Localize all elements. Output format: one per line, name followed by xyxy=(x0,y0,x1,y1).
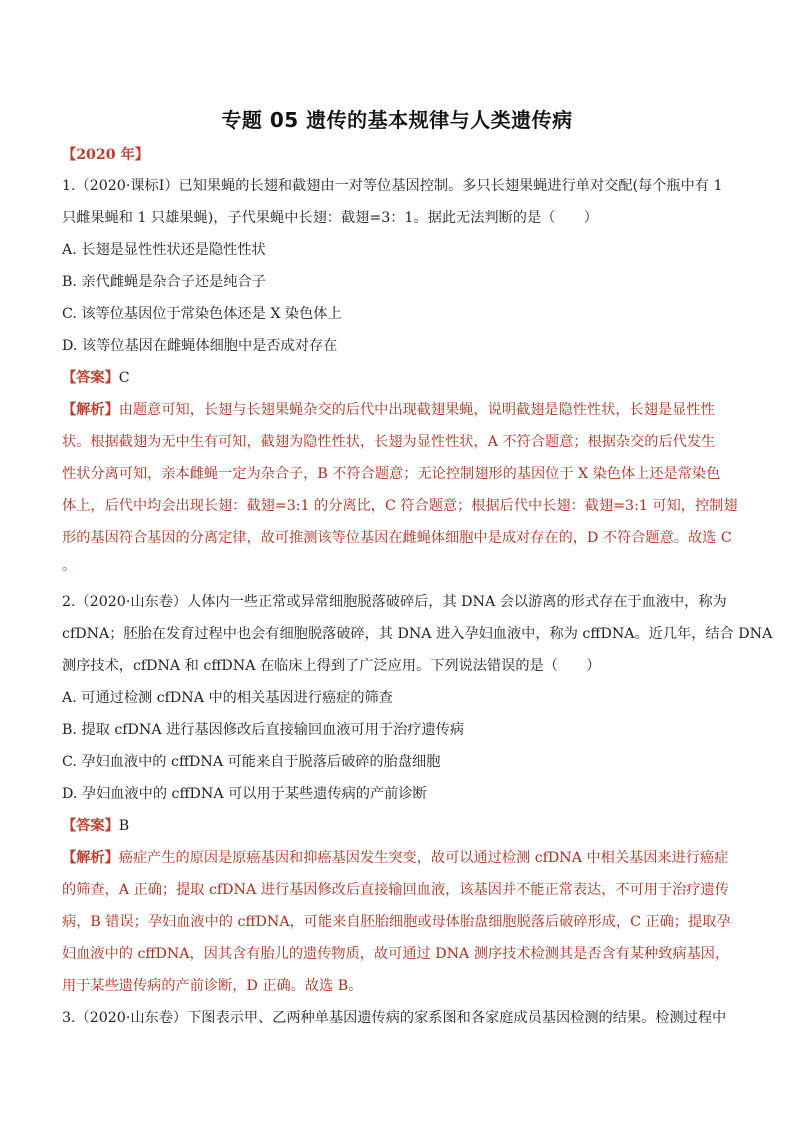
q2-stem-line-3: 测序技术，cfDNA 和 cffDNA 在临床上得到了广泛应用。下列说法错误的是（ ） xyxy=(62,658,601,674)
q2-analysis-line-3: 病，B 错误；孕妇血液中的 cffDNA，可能来自胚胎细胞或母体胎盘细胞脱落后破碎形成，C 正确；提取孕 xyxy=(62,914,731,930)
q2-analysis-line-1 xyxy=(62,848,728,868)
q1-option-c: C. 该等位基因位于常染色体还是 X 染色体上 xyxy=(62,306,342,322)
q2-stem-line-1: 2.（2020·山东卷）人体内一些正常或异常细胞脱落破碎后，其 DNA 会以游离的形式存在于血液中，称为 xyxy=(62,594,727,610)
q1-option-a: A. 长翅是显性性状还是隐性性状 xyxy=(62,242,266,258)
q2-option-a: A. 可通过检测 cfDNA 中的相关基因进行癌症的筛查 xyxy=(62,690,393,706)
q2-answer-value: B xyxy=(118,818,130,834)
q1-analysis-text-1: 由题意可知，长翅与长翅果蝇杂交的后代中出现截翅果蝇，说明截翅是隐性性状，长翅是显性性 xyxy=(118,402,715,418)
q3-stem-line-1: 3.（2020·山东卷）下图表示甲、乙两种单基因遗传病的家系图和各家庭成员基因检测的结果。检测过程中 xyxy=(62,1010,727,1026)
q2-analysis-text-1: 癌症产生的原因是原癌基因和抑癌基因发生突变，故可以通过检测 cfDNA 中相关基因来进行癌症 xyxy=(118,850,729,866)
q1-analysis-line-4: 体上，后代中均会出现长翅：截翅=3:1 的分离比，C 符合题意；根据后代中长翅：截翅=3:1 可知，控制翅 xyxy=(62,498,738,514)
q1-analysis-line-1 xyxy=(62,400,715,420)
q2-option-c: C. 孕妇血液中的 cffDNA 可能来自于脱落后破碎的胎盘细胞 xyxy=(62,754,441,770)
q1-answer xyxy=(62,368,130,388)
q2-analysis-line-4: 妇血液中的 cffDNA，因其含有胎儿的遗传物质，故可通过 DNA 测序技术检测其是否含有某种致病基因， xyxy=(62,946,730,962)
q2-stem-line-2: cfDNA；胚胎在发育过程中也会有细胞脱落破碎，其 DNA 进入孕妇血液中，称为 cffDNA。近几年，结合 DNA xyxy=(62,626,773,642)
q2-answer xyxy=(62,816,129,836)
q1-analysis-line-6: 。 xyxy=(62,558,77,574)
q1-option-b: B. 亲代雌蝇是杂合子还是纯合子 xyxy=(62,274,266,290)
q1-analysis-line-2: 状。根据截翅为无中生有可知，截翅为隐性性状，长翅为显性性状，A 不符合题意；根据杂交的后代发生 xyxy=(62,434,716,450)
q2-analysis-label: 【解析】 xyxy=(62,850,119,866)
page-title: 专题 05 遗传的基本规律与人类遗传病 xyxy=(221,108,573,132)
q1-stem-line-2: 只雌果蝇和 1 只雄果蝇)，子代果蝇中长翅：截翅=3：1。据此无法判断的是（ ） xyxy=(62,210,598,226)
q1-option-d: D. 该等位基因在雌蝇体细胞中是否成对存在 xyxy=(62,338,338,354)
q2-option-d: D. 孕妇血液中的 cffDNA 可以用于某些遗传病的产前诊断 xyxy=(62,786,427,802)
year-tag: 【2020 年】 xyxy=(62,147,149,163)
q2-option-b: B. 提取 cfDNA 进行基因修改后直接输回血液可用于治疗遗传病 xyxy=(62,722,465,738)
q2-answer-label: 【答案】 xyxy=(62,818,119,834)
q1-answer-label: 【答案】 xyxy=(62,370,119,386)
q2-analysis-line-5: 用于某些遗传病的产前诊断，D 正确。故选 B。 xyxy=(62,978,363,994)
q1-analysis-line-5: 形的基因符合基因的分离定律，故可推测该等位基因在雌蝇体细胞中是成对存在的，D 不符合题意。故选 C xyxy=(62,530,732,546)
q1-analysis-line-3: 性状分离可知，亲本雌蝇一定为杂合子，B 不符合题意；无论控制翅形的基因位于 X 染色体上还是常染色 xyxy=(62,466,721,482)
q1-stem-line-1: 1.（2020·课标Ⅰ）已知果蝇的长翅和截翅由一对等位基因控制。多只长翅果蝇进行单对交配(每个瓶中有 1 xyxy=(62,178,723,194)
q2-analysis-line-2: 的筛查，A 正确；提取 cfDNA 进行基因修改后直接输回血液，该基因并不能正常表达，不可用于治疗遗传 xyxy=(62,882,729,898)
q1-analysis-label: 【解析】 xyxy=(62,402,119,418)
q1-answer-value: C xyxy=(118,370,130,386)
